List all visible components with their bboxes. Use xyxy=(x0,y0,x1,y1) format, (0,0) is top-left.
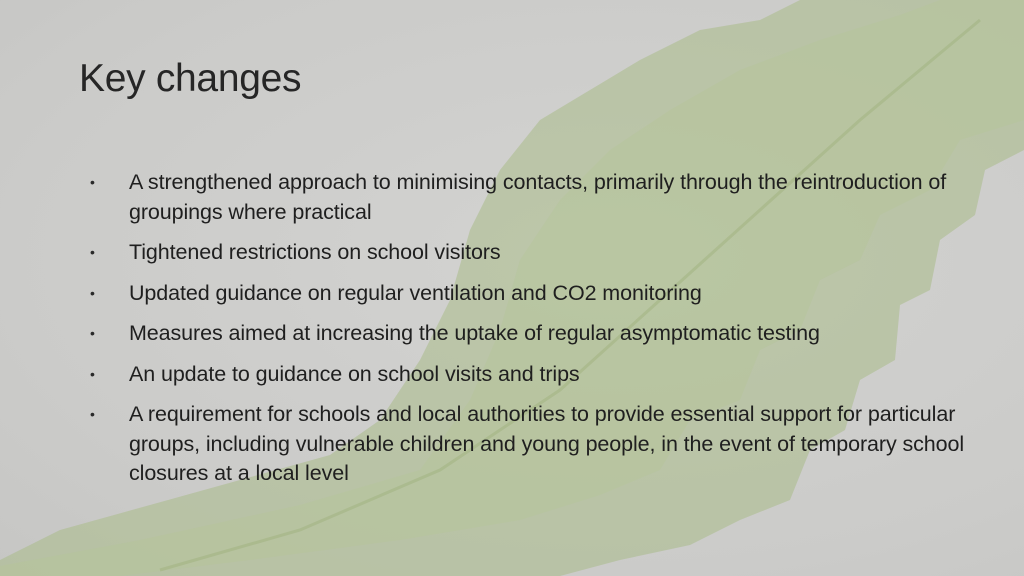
list-item xyxy=(90,279,970,309)
bullet-icon: • xyxy=(90,365,95,382)
list-item-text: A requirement for schools and local authorities to provide essential support for particular groups, including vulnerable children and young people, in the event of temporary school closures at a local level xyxy=(129,402,965,485)
bullet-list xyxy=(90,168,970,500)
bullet-icon: • xyxy=(90,244,95,260)
bullet-icon: • xyxy=(90,406,95,422)
list-item-text: Updated guidance on regular ventilation and CO2 monitoring xyxy=(129,280,702,305)
bullet-icon: • xyxy=(90,284,95,301)
bullet-icon: • xyxy=(90,174,95,190)
list-item xyxy=(90,319,970,349)
list-item xyxy=(90,168,970,227)
list-item xyxy=(90,400,970,489)
list-item-text: Tightened restrictions on school visitors xyxy=(129,240,501,264)
page-title: Key changes xyxy=(79,57,302,100)
list-item-text: Measures aimed at increasing the uptake of regular asymptomatic testing xyxy=(129,321,820,345)
list-item xyxy=(90,360,970,390)
list-item-text: A strengthened approach to minimising contacts, primarily through the reintroduction of groupings where practical xyxy=(129,170,947,224)
bullet-icon: • xyxy=(90,325,95,341)
list-item xyxy=(90,238,970,268)
list-item-text: An update to guidance on school visits and trips xyxy=(129,361,580,386)
